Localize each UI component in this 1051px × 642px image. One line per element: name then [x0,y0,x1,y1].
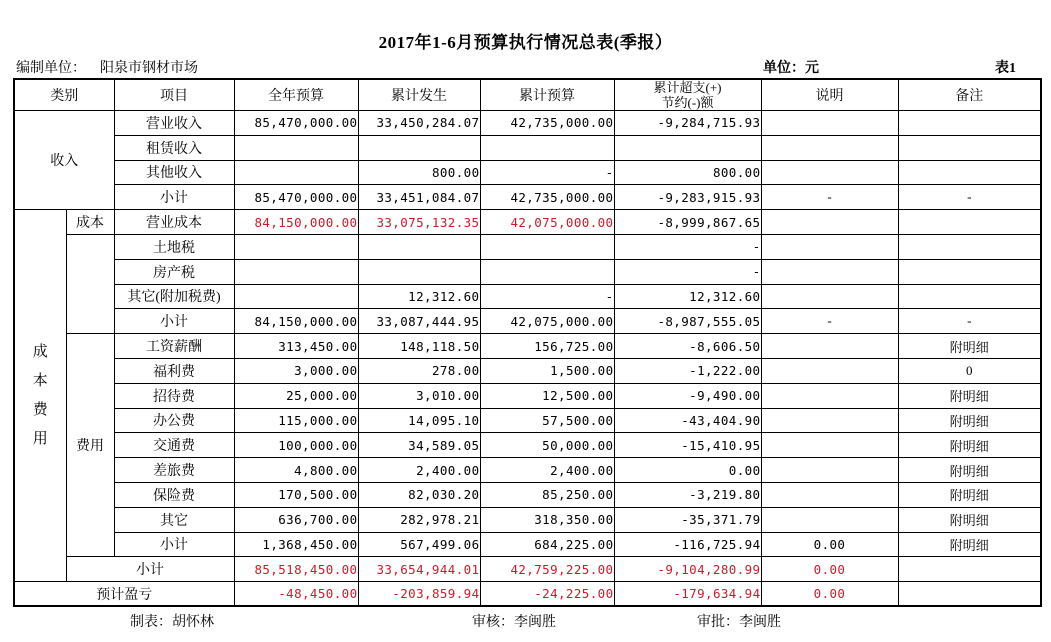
cell-budget: 50,000.00 [480,433,614,458]
group-income: 收入 [14,111,114,210]
cell-remark: - [898,185,1041,210]
cell-note [761,458,898,483]
cell-remark [898,557,1041,582]
row-label: 土地税 [114,234,234,259]
cell-actual: 567,499.06 [358,532,480,557]
table-row-expected-profit-loss [14,582,1041,607]
cell-budget: - [480,160,614,185]
row-label: 交通费 [114,433,234,458]
cell-annual: 85,470,000.00 [234,111,358,136]
table-row-cost-subtotal [14,309,1041,334]
group-cost-expense [14,210,66,582]
cell-note [761,358,898,383]
cell-diff: -3,219.80 [614,482,761,507]
cell-remark [898,234,1041,259]
cell-note [761,408,898,433]
cell-budget: -24,225.00 [480,582,614,607]
cell-remark [898,210,1041,235]
table-row-welfare [14,358,1041,383]
table-row-other-income [14,160,1041,185]
cell-actual: 33,451,084.07 [358,185,480,210]
col-header-note: 说明 [761,79,898,111]
cell-budget: 42,075,000.00 [480,210,614,235]
cell-actual: 2,400.00 [358,458,480,483]
cell-budget: 156,725.00 [480,334,614,359]
cell-note: 0.00 [761,557,898,582]
cell-budget [480,234,614,259]
cell-note [761,482,898,507]
table-row-insurance [14,482,1041,507]
footer-preparer: 制表：胡怀林 [130,615,214,630]
row-label: 其它(附加税费) [114,284,234,309]
cell-budget: 1,500.00 [480,358,614,383]
table-row-total-subtotal [14,557,1041,582]
cell-actual: 14,095.10 [358,408,480,433]
cell-diff: - [614,234,761,259]
cell-diff: -116,725.94 [614,532,761,557]
cell-diff: -9,490.00 [614,383,761,408]
cell-annual: 1,368,450.00 [234,532,358,557]
budget-table [13,78,1042,607]
group-cost-expense-char: 费 [32,402,48,419]
cell-diff: 12,312.60 [614,284,761,309]
cell-diff: -8,606.50 [614,334,761,359]
cell-budget: 42,735,000.00 [480,111,614,136]
cell-actual: 34,589.05 [358,433,480,458]
footer-reviewer: 审核：李闽胜 [472,615,556,630]
table-row-office [14,408,1041,433]
row-label: 差旅费 [114,458,234,483]
cell-annual [234,259,358,284]
cell-note [761,284,898,309]
cell-annual: 100,000.00 [234,433,358,458]
table-row-other-surtax [14,284,1041,309]
cell-note [761,507,898,532]
cell-annual [234,135,358,160]
cell-actual [358,259,480,284]
col-header-annual-budget: 全年预算 [234,79,358,111]
group-cost-expense-char: 用 [32,431,48,448]
cell-note: 0.00 [761,532,898,557]
table-row-salary [14,334,1041,359]
cell-actual: 12,312.60 [358,284,480,309]
cell-budget: - [480,284,614,309]
table-row-operating-income [14,111,1041,136]
cell-annual: 4,800.00 [234,458,358,483]
cell-remark: 附明细 [898,383,1041,408]
table-row-land-tax [14,234,1041,259]
cell-note [761,259,898,284]
page-title: 2017年1-6月预算执行情况总表(季报） [378,33,673,52]
cell-annual: 85,470,000.00 [234,185,358,210]
cell-remark: 附明细 [898,532,1041,557]
group-cost-expense-char: 成 [32,344,48,361]
row-label: 保险费 [114,482,234,507]
cell-budget [480,259,614,284]
cell-diff: - [614,259,761,284]
cell-annual: 115,000.00 [234,408,358,433]
cell-remark [898,160,1041,185]
cell-actual: 33,075,132.35 [358,210,480,235]
row-label: 小计 [114,185,234,210]
cell-note [761,234,898,259]
cell-remark: 0 [898,358,1041,383]
cell-annual: 636,700.00 [234,507,358,532]
table-row-other-expense [14,507,1041,532]
cell-budget: 42,759,225.00 [480,557,614,582]
table-row-operating-cost [14,210,1041,235]
prepared-by-label: 编制单位： [16,61,86,76]
cell-annual [234,160,358,185]
group-cost-expense-char: 本 [32,373,48,390]
cell-note: - [761,185,898,210]
cell-diff: -9,284,715.93 [614,111,761,136]
cell-note [761,111,898,136]
cell-budget: 12,500.00 [480,383,614,408]
cell-annual: 3,000.00 [234,358,358,383]
cell-budget: 2,400.00 [480,458,614,483]
row-label: 工资薪酬 [114,334,234,359]
cell-budget: 318,350.00 [480,507,614,532]
cell-note [761,383,898,408]
cell-annual: 25,000.00 [234,383,358,408]
prepared-by [16,57,198,77]
cell-remark: 附明细 [898,433,1041,458]
cell-annual: 84,150,000.00 [234,210,358,235]
cell-remark: 附明细 [898,482,1041,507]
table-row-property-tax [14,259,1041,284]
footer-approver: 审批：李闽胜 [697,615,781,630]
prepared-by-value: 阳泉市钢材市场 [100,61,198,76]
cell-remark: 附明细 [898,458,1041,483]
row-label: 其他收入 [114,160,234,185]
cell-remark: - [898,309,1041,334]
cell-diff: -43,404.90 [614,408,761,433]
group-cost-spacer [66,234,114,333]
row-label: 福利费 [114,358,234,383]
group-expense: 费用 [66,334,114,557]
col-header-category: 类别 [14,79,114,111]
cell-actual: 282,978.21 [358,507,480,532]
cell-actual: 3,010.00 [358,383,480,408]
cell-remark: 附明细 [898,507,1041,532]
cell-diff [614,135,761,160]
col-header-cumulative-actual: 累计发生 [358,79,480,111]
cell-actual: 148,118.50 [358,334,480,359]
row-label: 办公费 [114,408,234,433]
col-header-cumulative-budget: 累计预算 [480,79,614,111]
cell-diff: -9,104,280.99 [614,557,761,582]
cell-actual: 800.00 [358,160,480,185]
table-row-expense-subtotal [14,532,1041,557]
cell-diff: -9,283,915.93 [614,185,761,210]
cell-budget [480,135,614,160]
row-label: 招待费 [114,383,234,408]
cell-budget: 57,500.00 [480,408,614,433]
table-row-entertainment [14,383,1041,408]
cell-actual: 82,030.20 [358,482,480,507]
cell-note: - [761,309,898,334]
cell-diff: -8,987,555.05 [614,309,761,334]
cell-actual: 33,654,944.01 [358,557,480,582]
group-cost: 成本 [66,210,114,235]
cell-actual [358,135,480,160]
cell-budget: 42,735,000.00 [480,185,614,210]
cell-remark [898,259,1041,284]
row-label: 小计 [114,309,234,334]
cell-note [761,160,898,185]
cell-annual: 170,500.00 [234,482,358,507]
cell-diff: 800.00 [614,160,761,185]
cell-note [761,135,898,160]
col-header-remark: 备注 [898,79,1041,111]
cell-budget: 42,075,000.00 [480,309,614,334]
col-header-item: 项目 [114,79,234,111]
cell-actual: 33,450,284.07 [358,111,480,136]
cell-annual: 84,150,000.00 [234,309,358,334]
cell-note [761,433,898,458]
row-label: 营业收入 [114,111,234,136]
cell-annual: 313,450.00 [234,334,358,359]
cell-annual [234,284,358,309]
col-header-over-save [614,79,761,111]
cell-remark [898,111,1041,136]
cell-remark [898,284,1041,309]
cell-actual: -203,859.94 [358,582,480,607]
cell-annual [234,234,358,259]
cell-diff: -179,634.94 [614,582,761,607]
cell-diff: -1,222.00 [614,358,761,383]
cell-annual: -48,450.00 [234,582,358,607]
cell-annual: 85,518,450.00 [234,557,358,582]
cell-note [761,210,898,235]
cell-note: 0.00 [761,582,898,607]
cell-note [761,334,898,359]
cell-diff: 0.00 [614,458,761,483]
cell-remark [898,582,1041,607]
cell-actual [358,234,480,259]
row-label: 小计 [114,532,234,557]
over-save-line1: 累计超支(+) [653,80,722,95]
row-label: 营业成本 [114,210,234,235]
header-row [14,79,1041,111]
cell-diff: -15,410.95 [614,433,761,458]
cell-actual: 33,087,444.95 [358,309,480,334]
cell-actual: 278.00 [358,358,480,383]
cell-budget: 85,250.00 [480,482,614,507]
row-label: 房产税 [114,259,234,284]
row-label: 租赁收入 [114,135,234,160]
row-label: 其它 [114,507,234,532]
cell-remark: 附明细 [898,334,1041,359]
cell-remark [898,135,1041,160]
row-label: 小计 [66,557,234,582]
table-row-transport [14,433,1041,458]
table-row-travel [14,458,1041,483]
sheet-number: 表1 [995,61,1016,76]
cell-remark: 附明细 [898,408,1041,433]
cell-diff: -35,371.79 [614,507,761,532]
cell-diff: -8,999,867.65 [614,210,761,235]
cell-budget: 684,225.00 [480,532,614,557]
table-row-income-subtotal [14,185,1041,210]
over-save-line2: 节约(-)额 [661,95,714,110]
table-row-rental-income [14,135,1041,160]
row-label: 预计盈亏 [14,582,234,607]
unit-label: 单位：元 [763,61,819,76]
